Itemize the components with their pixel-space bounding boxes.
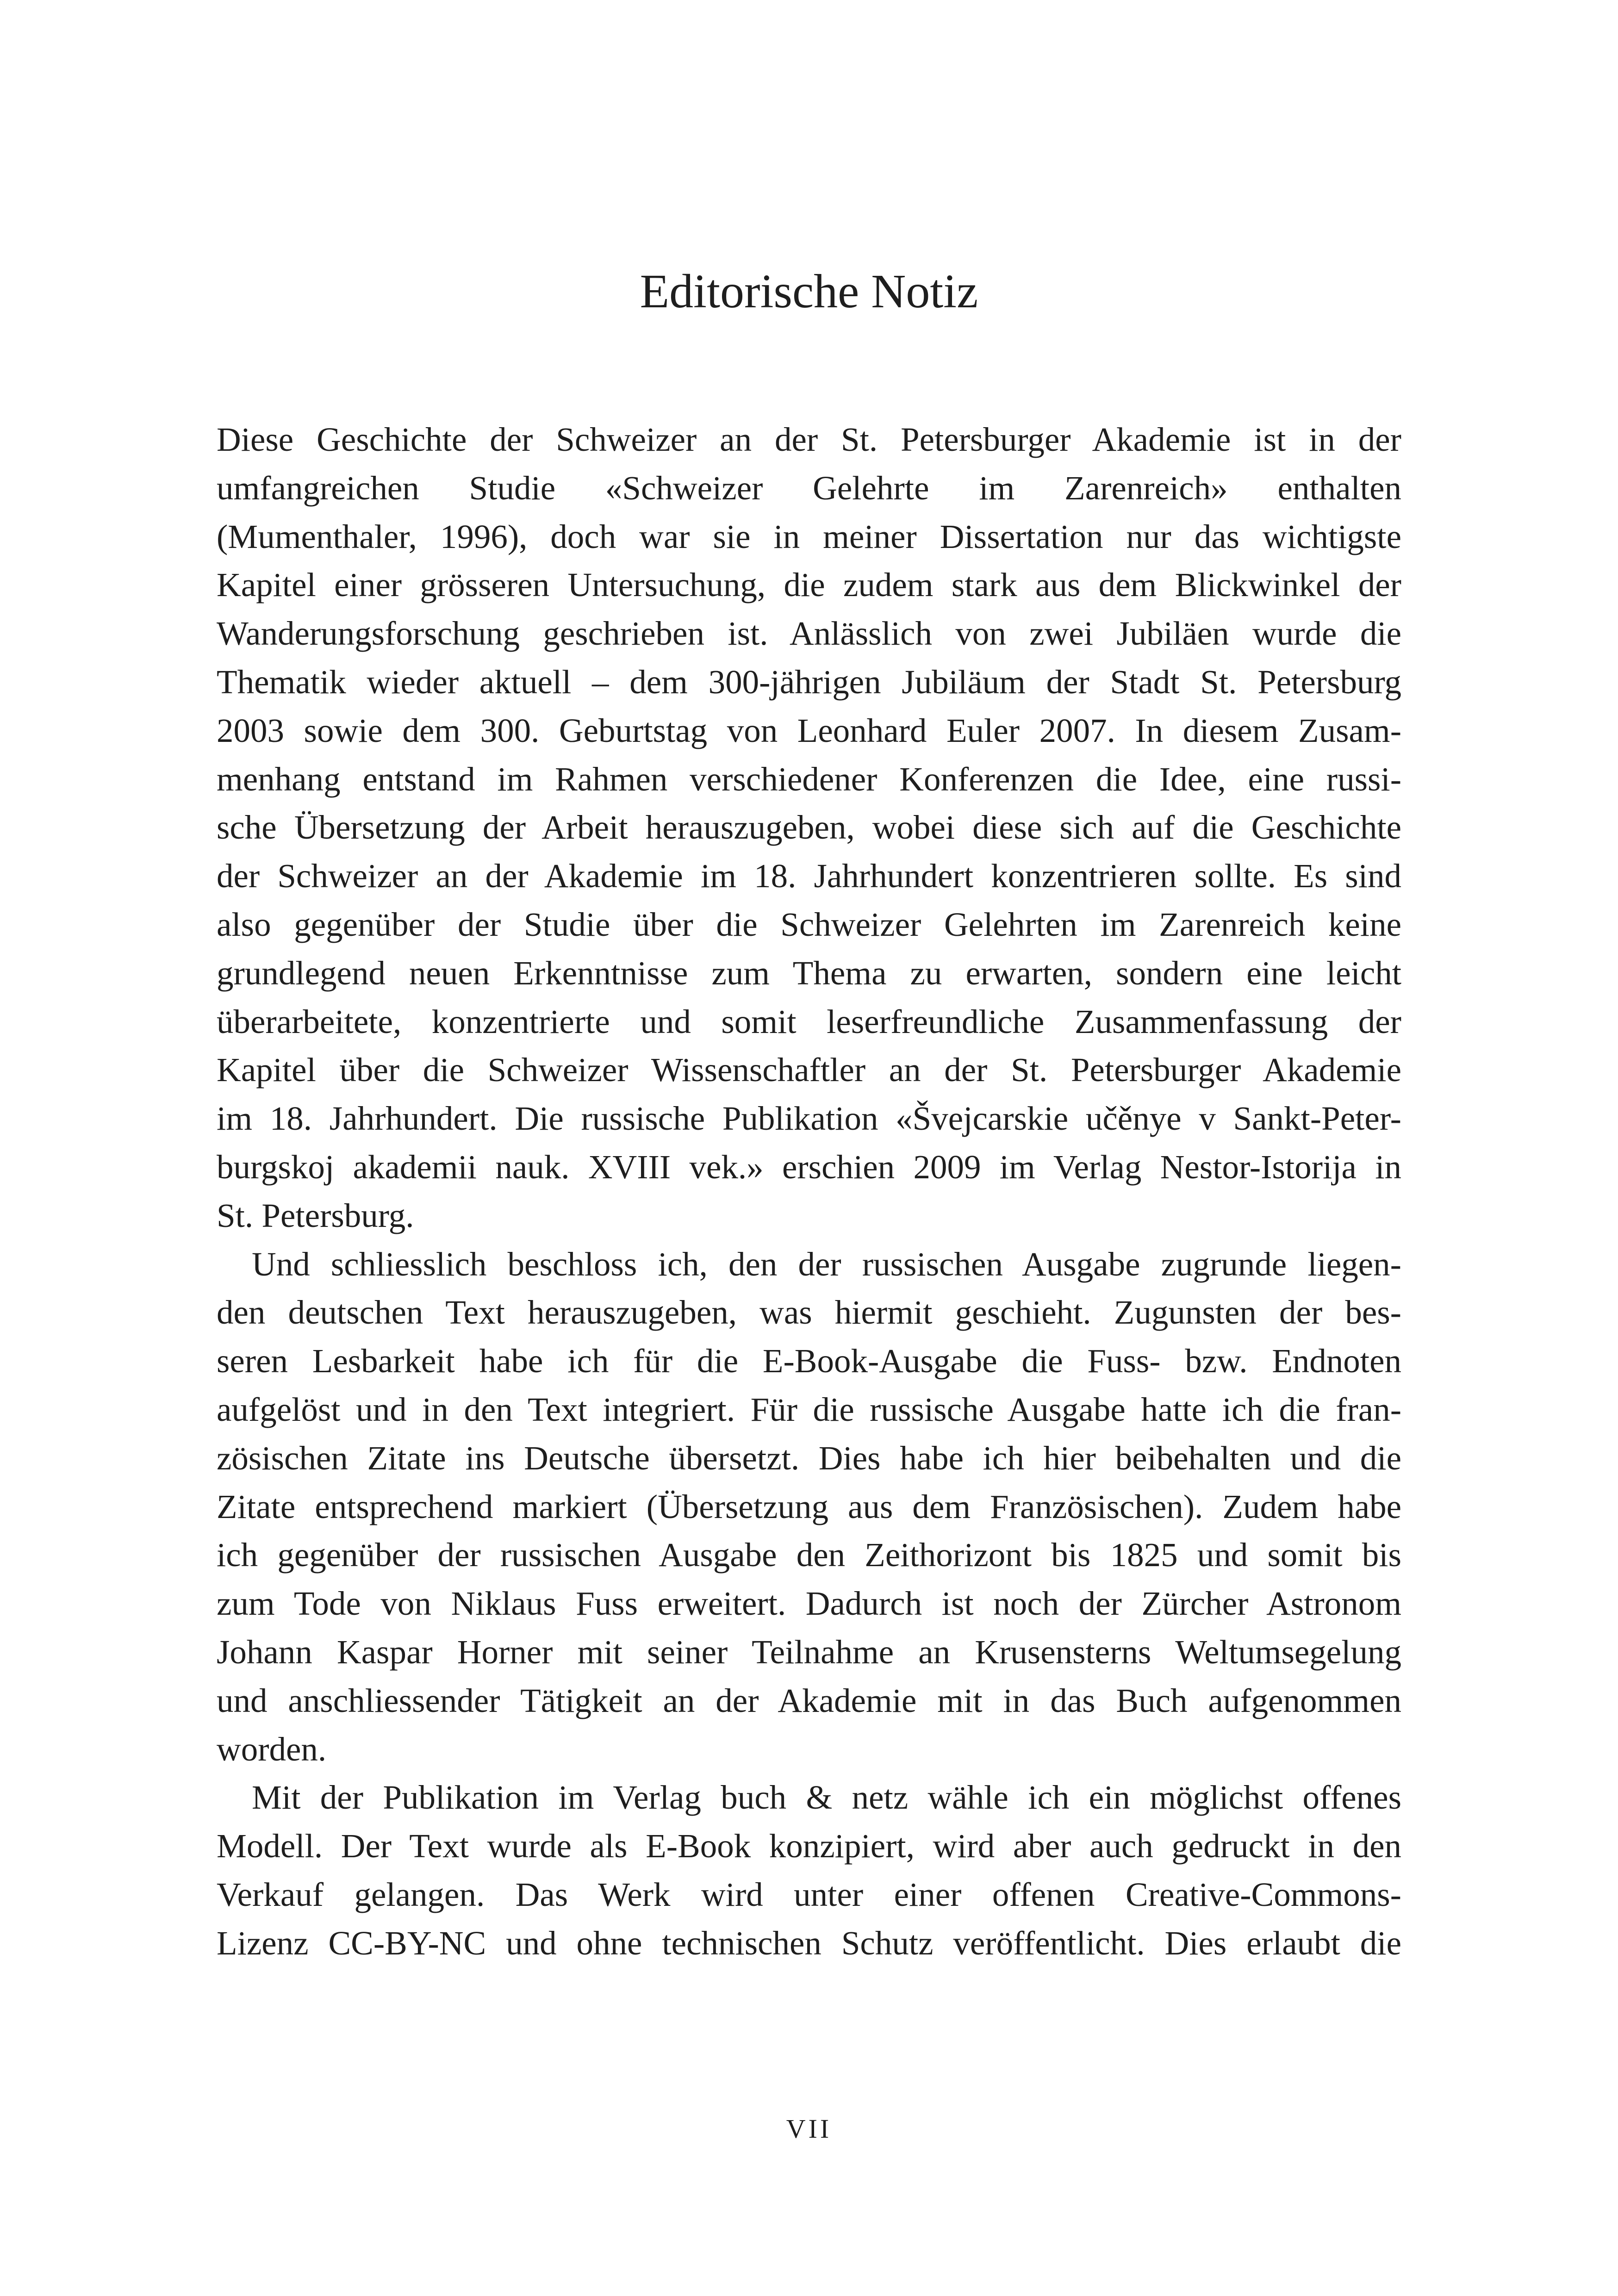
body-text <box>217 416 1401 1968</box>
page-number: VII <box>786 2114 832 2144</box>
text-line: burgskoj akademii nauk. XVIII vek.» erschien 2009 im Verlag Nestor-Istorija in <box>217 1148 1401 1186</box>
text-line: aufgelöst und in den Text integriert. Für die russische Ausgabe hatte ich die fran- <box>217 1390 1401 1428</box>
text-line: Kapitel über die Schweizer Wissenschaftler an der St. Petersburger Akademie <box>217 1051 1401 1089</box>
text-line: Mit der Publikation im Verlag buch & netz wähle ich ein möglichst offenes <box>252 1779 1401 1817</box>
text-line: Modell. Der Text wurde als E-Book konzipiert, wird aber auch gedruckt in den <box>217 1827 1401 1865</box>
text-line: Lizenz CC-BY-NC und ohne technischen Schutz veröffentlicht. Dies erlaubt die <box>217 1924 1401 1962</box>
text-line: seren Lesbarkeit habe ich für die E-Book-Ausgabe die Fuss- bzw. Endnoten <box>217 1342 1401 1380</box>
text-line: im 18. Jahrhundert. Die russische Publikation «Švejcarskie učěnye v Sankt-Peter- <box>217 1100 1401 1138</box>
text-line: Wanderungsforschung geschrieben ist. Anlässlich von zwei Jubiläen wurde die <box>217 615 1401 653</box>
text-line: also gegenüber der Studie über die Schweizer Gelehrten im Zarenreich keine <box>217 905 1401 943</box>
text-line: Kapitel einer grösseren Untersuchung, die zudem stark aus dem Blickwinkel der <box>217 566 1401 604</box>
text-line: ich gegenüber der russischen Ausgabe den Zeithorizont bis 1825 und somit bis <box>217 1536 1401 1574</box>
text-line: zum Tode von Niklaus Fuss erweitert. Dadurch ist noch der Zürcher Astronom <box>217 1585 1401 1623</box>
text-line: der Schweizer an der Akademie im 18. Jahrhundert konzentrieren sollte. Es sind <box>217 857 1401 895</box>
text-line: grundlegend neuen Erkenntnisse zum Thema zu erwarten, sondern eine leicht <box>217 954 1401 992</box>
text-line: zösischen Zitate ins Deutsche übersetzt. Dies habe ich hier beibehalten und die <box>217 1439 1401 1477</box>
text-line: Und schliesslich beschloss ich, den der russischen Ausgabe zugrunde liegen- <box>252 1245 1401 1283</box>
text-line: den deutschen Text herauszugeben, was hiermit geschieht. Zugunsten der bes- <box>217 1294 1401 1332</box>
text-line: und anschliessender Tätigkeit an der Akademie mit in das Buch aufgenommen <box>217 1681 1401 1719</box>
text-line: überarbeitete, konzentrierte und somit leserfreundliche Zusammenfassung der <box>217 1002 1401 1040</box>
text-line: St. Petersburg. <box>217 1196 414 1234</box>
paragraph <box>217 1240 1401 1774</box>
text-line: sche Übersetzung der Arbeit herauszugeben, wobei diese sich auf die Geschichte <box>217 809 1401 846</box>
text-line: 2003 sowie dem 300. Geburtstag von Leonhard Euler 2007. In diesem Zusam- <box>217 711 1401 749</box>
text-line: umfangreichen Studie «Schweizer Gelehrte im Zarenreich» enthalten <box>217 469 1401 507</box>
text-line: (Mumenthaler, 1996), doch war sie in meiner Dissertation nur das wichtigste <box>217 517 1401 555</box>
text-line: Thematik wieder aktuell – dem 300-jährigen Jubiläum der Stadt St. Petersburg <box>217 663 1401 701</box>
text-line: menhang entstand im Rahmen verschiedener Konferenzen die Idee, eine russi- <box>217 760 1401 798</box>
text-line: Zitate entsprechend markiert (Übersetzung aus dem Französischen). Zudem habe <box>217 1487 1401 1525</box>
paragraph <box>217 1773 1401 1967</box>
chapter-title: Editorische Notiz <box>640 265 978 318</box>
text-line: Johann Kaspar Horner mit seiner Teilnahme an Krusensterns Weltumsegelung <box>217 1633 1401 1671</box>
paragraph <box>217 416 1401 1240</box>
text-line: Diese Geschichte der Schweizer an der St. Petersburger Akademie ist in der <box>217 421 1401 458</box>
text-line: worden. <box>217 1730 327 1768</box>
text-line: Verkauf gelangen. Das Werk wird unter einer offenen Creative-Commons- <box>217 1875 1401 1913</box>
